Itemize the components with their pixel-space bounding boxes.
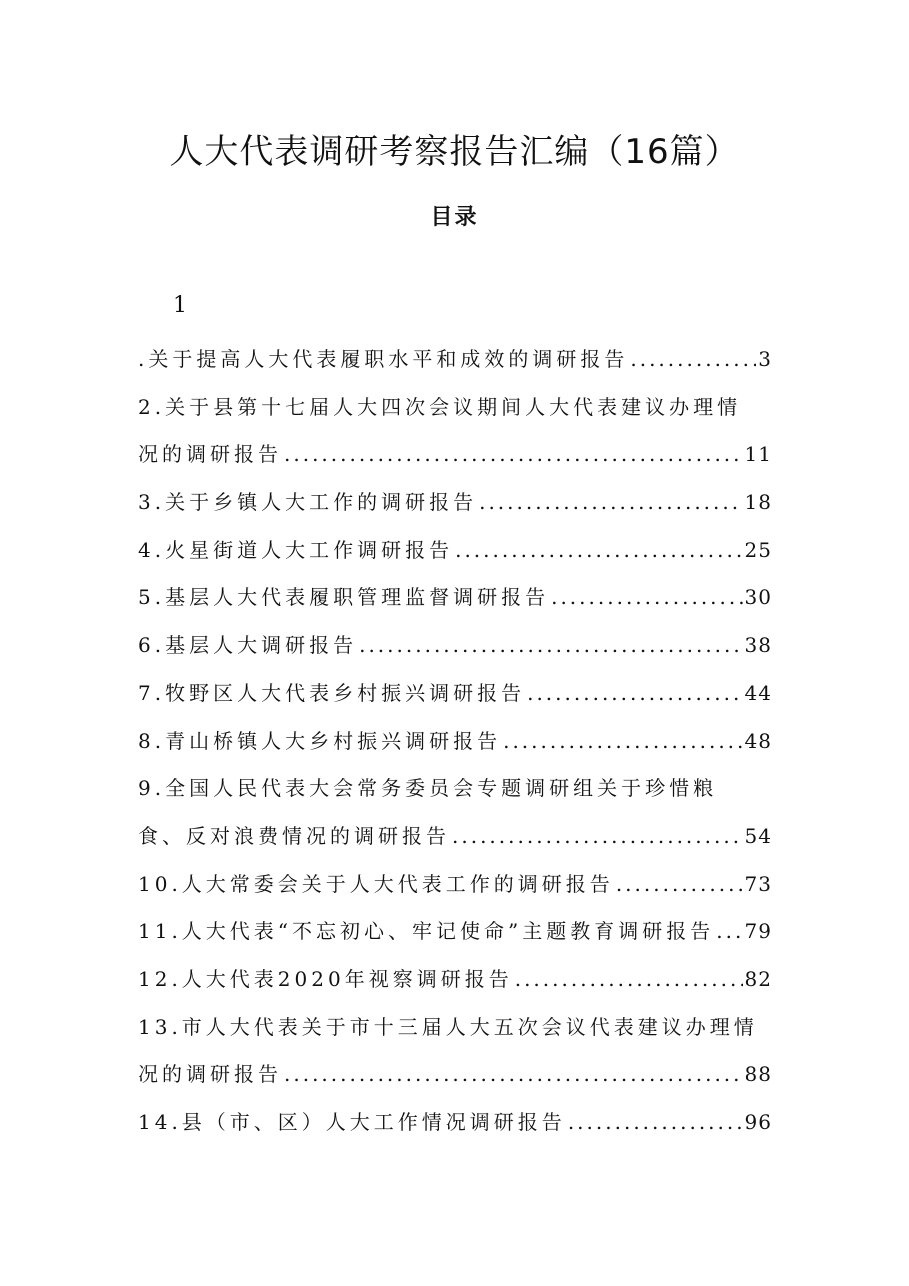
toc-entry-title: 6.基层人大调研报告 <box>138 633 358 658</box>
toc-entry[interactable] <box>138 1051 772 1099</box>
toc-leader-dots <box>616 861 743 909</box>
toc-entry[interactable] <box>138 718 772 766</box>
document-title: 人大代表调研考察报告汇编（16篇） <box>169 132 740 172</box>
toc-entry[interactable] <box>138 622 772 670</box>
toc-heading: 目录 <box>430 205 479 230</box>
toc-entry-title: 12.人大代表2020年视察调研报告 <box>138 966 513 991</box>
toc-entry[interactable] <box>138 765 772 813</box>
toc-leader-dots <box>359 622 742 670</box>
toc-page-number: 48 <box>744 728 772 753</box>
toc-page-number: 11 <box>744 442 772 467</box>
table-of-contents <box>138 336 772 1147</box>
toc-page-number: 73 <box>744 871 772 896</box>
toc-entry[interactable] <box>138 670 772 718</box>
toc-leader-dots <box>503 718 742 766</box>
toc-leader-dots <box>527 670 742 718</box>
toc-page-number: 30 <box>744 585 772 610</box>
toc-entry[interactable] <box>138 384 772 432</box>
toc-entry-title: 10.人大常委会关于人大代表工作的调研报告 <box>138 871 614 896</box>
toc-entry-title: .关于提高人大代表履职水平和成效的调研报告 <box>138 347 629 371</box>
toc-entry[interactable] <box>138 861 772 909</box>
toc-page-number: 18 <box>744 490 772 515</box>
toc-entry-title: 5.基层人大代表履职管理监督调研报告 <box>138 585 550 610</box>
toc-page-number: 3 <box>758 347 772 371</box>
toc-entry-title: 况的调研报告 <box>138 442 282 467</box>
toc-entry-title: 14.县（市、区）人大工作情况调研报告 <box>138 1110 566 1134</box>
toc-entry-title: 11.人大代表“不忘初心、牢记使命”主题教育调研报告 <box>138 919 715 944</box>
toc-entry[interactable] <box>138 956 772 1004</box>
toc-entry[interactable] <box>138 574 772 622</box>
toc-page-number: 88 <box>744 1062 772 1087</box>
toc-leader-dots <box>452 813 743 861</box>
toc-page-number: 79 <box>744 919 772 944</box>
toc-entry[interactable] <box>138 431 772 479</box>
toc-entry-title: 食、反对浪费情况的调研报告 <box>138 823 450 848</box>
toc-entry[interactable] <box>138 527 772 575</box>
toc-page-number: 25 <box>744 537 772 562</box>
toc-page-number: 82 <box>744 966 772 991</box>
toc-leader-dots <box>479 479 742 527</box>
toc-entry-title: 3.关于乡镇人大工作的调研报告 <box>138 490 478 515</box>
toc-entry[interactable] <box>138 479 772 527</box>
toc-entry-title: 2.关于县第十七届人大四次会议期间人大代表建议办理情 <box>138 394 742 419</box>
toc-page-number: 38 <box>744 633 772 658</box>
toc-entry-title: 13.市人大代表关于市十三届人大五次会议代表建议办理情 <box>138 1014 758 1039</box>
toc-entry[interactable] <box>138 813 772 861</box>
toc-leader-dots <box>630 336 756 384</box>
toc-entry-title: 7.牧野区人大代表乡村振兴调研报告 <box>138 680 526 705</box>
toc-entry[interactable] <box>138 336 772 384</box>
toc-leader-dots <box>455 527 742 575</box>
toc-entry[interactable] <box>138 1004 772 1052</box>
toc-page-number: 54 <box>744 823 772 848</box>
toc-entry[interactable] <box>138 1099 772 1147</box>
toc-leader-dots <box>551 574 742 622</box>
toc-entry-title: 况的调研报告 <box>138 1062 282 1087</box>
toc-leader-dots <box>716 908 742 956</box>
toc-lead-number: 1 <box>173 293 187 318</box>
toc-leader-dots <box>284 1051 743 1099</box>
toc-entry-title: 9.全国人民代表大会常务委员会专题调研组关于珍惜粮 <box>138 776 718 801</box>
toc-page-number: 96 <box>744 1110 772 1134</box>
toc-leader-dots <box>568 1099 743 1147</box>
toc-entry-title: 4.火星街道人大工作调研报告 <box>138 537 454 562</box>
toc-leader-dots <box>515 956 743 1004</box>
toc-page-number: 44 <box>744 680 772 705</box>
toc-leader-dots <box>284 431 743 479</box>
toc-entry-title: 8.青山桥镇人大乡村振兴调研报告 <box>138 728 502 753</box>
toc-entry[interactable] <box>138 908 772 956</box>
